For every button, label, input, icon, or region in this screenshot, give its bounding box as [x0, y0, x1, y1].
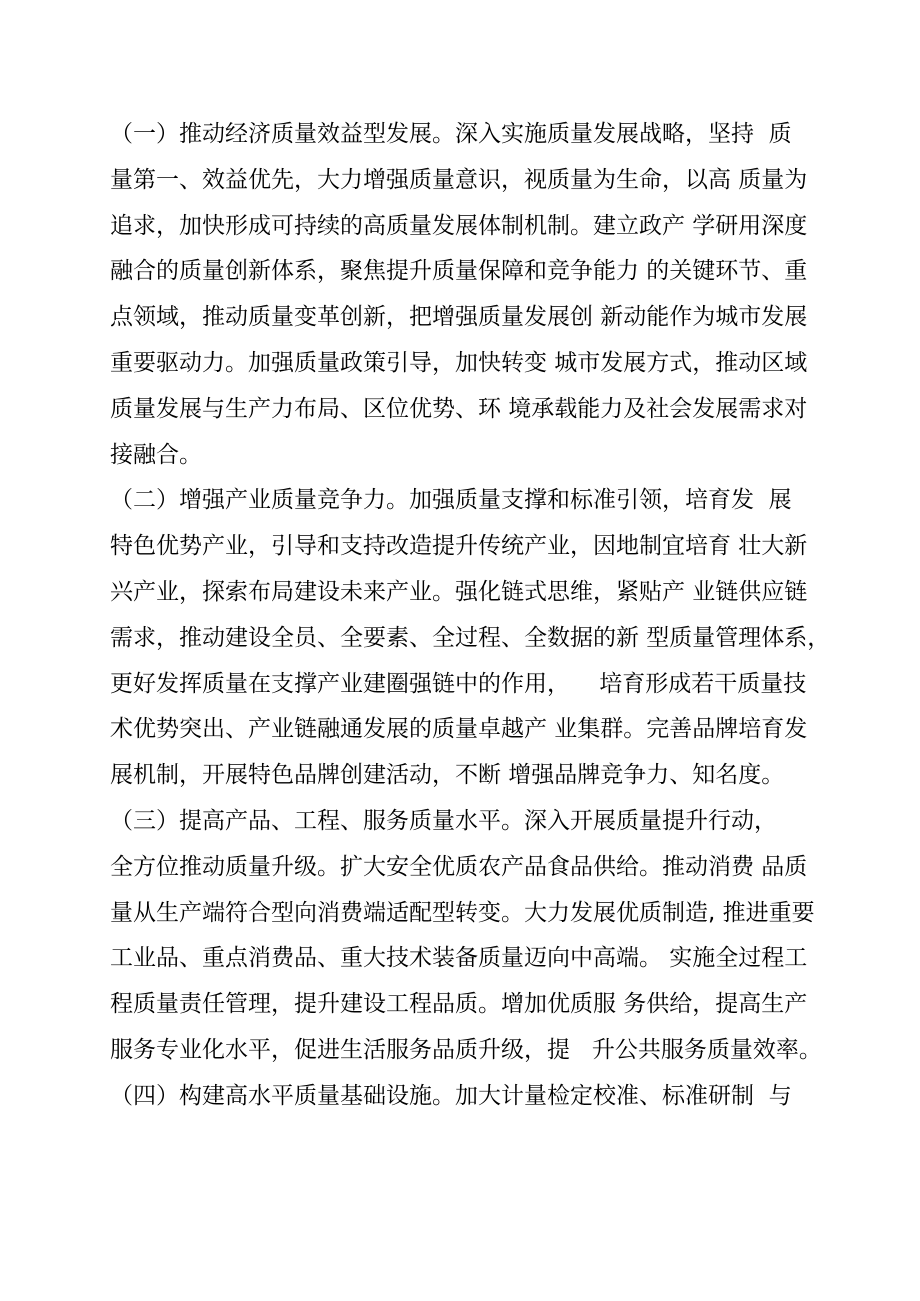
text-line: 点领域，推动质量变革创新，把增强质量发展创 新动能作为城市发展 — [110, 304, 808, 331]
text-line: （三）提高产品、工程、服务质量水平。深入开展质量提升行动， — [110, 807, 777, 834]
text-line: 质量发展与生产力布局、区位优势、环 境承载能力及社会发展需求对 — [110, 395, 808, 422]
text-line: （一）推动经济质量效益型发展。深入实施质量发展战略，坚持 质 — [110, 121, 792, 147]
text-line: 追求，加快形成可持续的高质量发展体制机制。建立政产 学研用深度 — [110, 212, 808, 239]
text-line: 更好发挥质量在支撑产业建圈强链中的作用， 培育形成若干质量技 — [110, 670, 807, 697]
text-line: 术优势突出、产业链融通发展的质量卓越产 业集群。完善品牌培育发 — [110, 716, 808, 743]
text-line: 接融合。 — [110, 441, 202, 468]
text-line: 服务专业化水平，促进生活服务品质升级，提 升公共服务质量效率。 — [110, 1036, 822, 1063]
text-line: 量第一、效益优先，大力增强质量意识，视质量为生命，以高 质量为 — [110, 166, 808, 193]
text-line: 特色优势产业，引导和支持改造提升传统产业，因地制宜培育 壮大新 — [110, 533, 808, 560]
text-line: （二）增强产业质量竞争力。加强质量支撑和标准引领，培育发 展 — [110, 487, 792, 514]
text-line: 展机制，开展特色品牌创建活动，不断 增强品牌竞争力、知名度。 — [110, 762, 785, 789]
text-line: 融合的质量创新体系，聚焦提升质量保障和竞争能力 的关键环节、重 — [110, 258, 808, 285]
text-line: 全方位推动质量升级。扩大安全优质农产品食品供给。推动消费 品质 — [110, 853, 808, 880]
text-line: 兴产业，探索布局建设未来产业。强化链式思维，紧贴产 业链供应链 — [110, 578, 808, 605]
text-line: 程质量责任管理，提升建设工程品质。增加优质服 务供给，提高生产 — [110, 991, 808, 1018]
text-line: 需求，推动建设全员、全要素、全过程、全数据的新 型质量管理体系， — [110, 624, 830, 651]
text-line: （四）构建高水平质量基础设施。加大计量检定校准、标准研制 与 — [110, 1082, 792, 1109]
text-line: 工业品、重点消费品、重大技术装备质量迈向中高端。 实施全过程工 — [110, 945, 808, 972]
text-line: 重要驱动力。加强质量政策引导，加快转变 城市发展方式，推动区域 — [110, 349, 808, 376]
body-text — [110, 112, 830, 1120]
text-line: 量从生产端符合型向消费端适配型转变。大力发展优质制造, 推进重要 — [110, 899, 815, 926]
